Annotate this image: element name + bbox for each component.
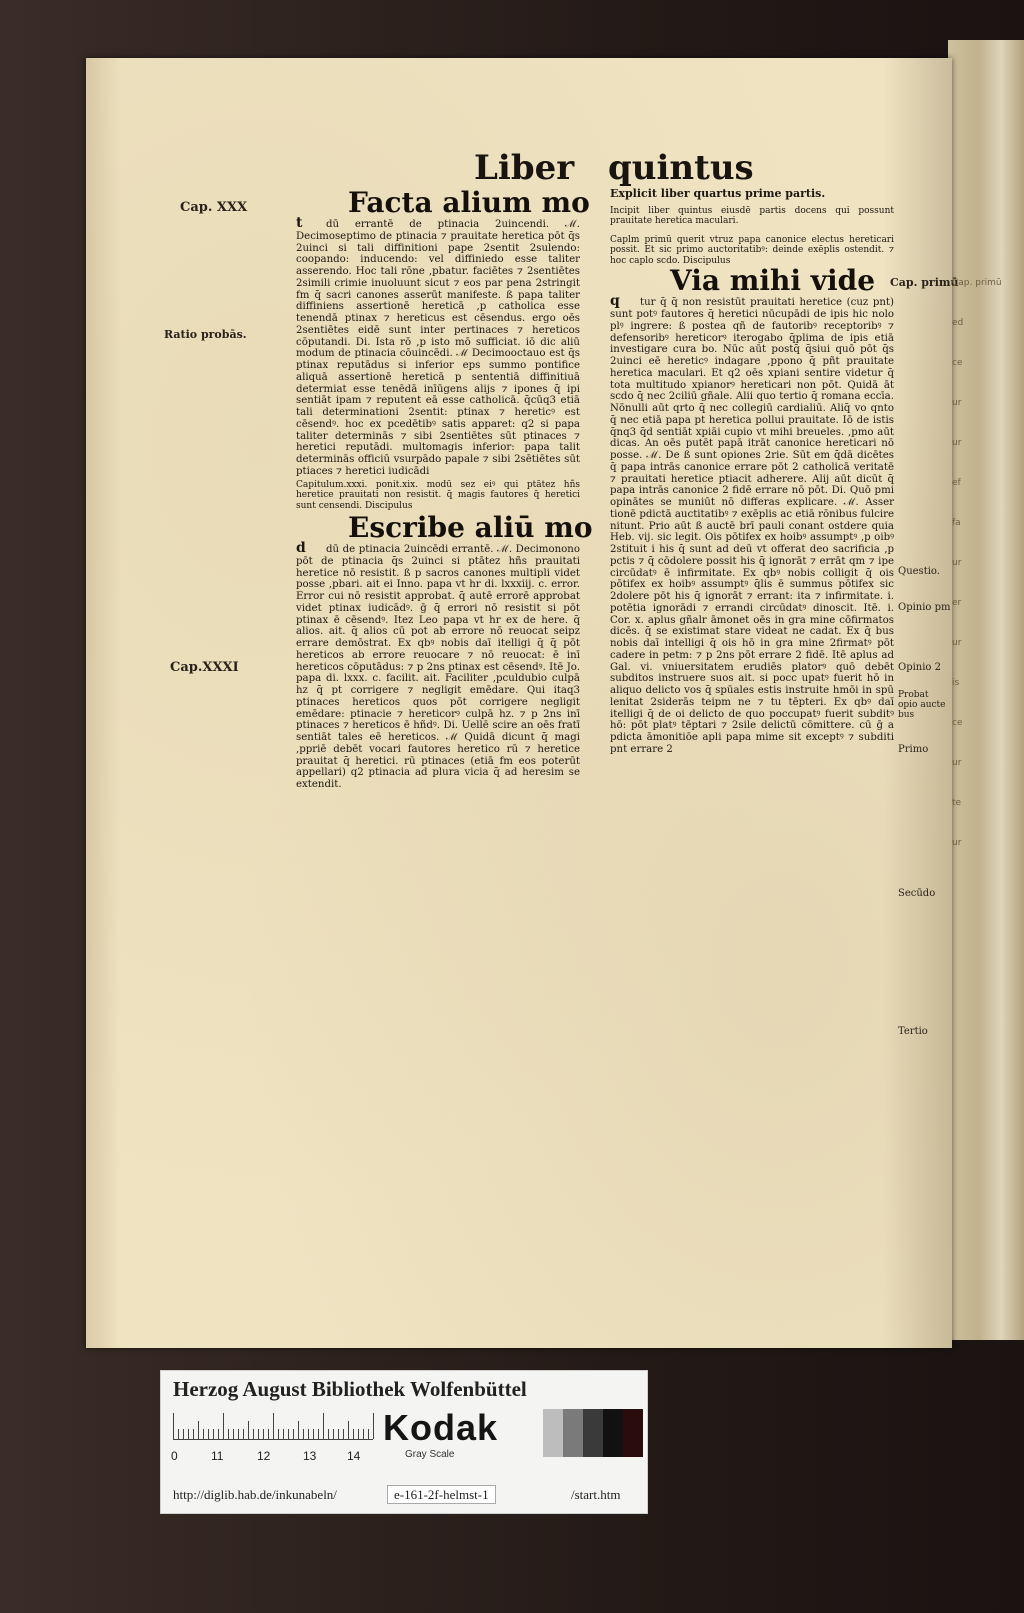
- ruler-tick: [263, 1429, 264, 1439]
- ruler-tick: [338, 1429, 339, 1439]
- ruler-number: 14: [347, 1449, 361, 1463]
- ruler-tick: [228, 1429, 229, 1439]
- text-chapter-1: tur q̄ q̄ non resistūt prauitati heretice (cuz pnt) sunt potꝰ fautores q̄ heretici nūcupādi de ipis hic nolo plꝰ ingrere: ß postea qñ de fautoribꝰ receptoribꝰ ⁊ defensoribꝰ hereticorꝰ iterogabo q̄plima de ipis etiā investigare cura bo. Nūc aūt postq̄ q̄siui quō pōt q̄s 2uinci eē hereticꝰ indagare ,ppono q̄ pñt prauitate heretica maculari. Et q2 oēs xpiani sentire videtur q̄ tota multitudo xpianorꝰ hereticari non pōt. Quidā āt scdo q̄ nec 2ciliū gñale. Alii quo tertio q̄ romana eccīa. Nōnulli aūt qrto q̄ nec collegiū cardialiū. Aliq̄ vo qnto q̄ nec etiā papa pt heretica pollui prauitate. Iō de istis q̄nq3 q̄d sentiāt xpiāi cupio vt mihi breueles. ,pmo aūt dicas. An oēs putēt papā itrāt canonice hereticari nō posse. ℳ. De ß sunt opiones 2rie. Sūt em q̄dā dicētes q̄ papa intrās canonice errare pōt 2 catholicā veritatē ⁊ prauitati heretice ptiacit adherere. Alij aūt dicūt q̄ papa intrās canonice 2 fidē errare nō pōt. Di. Quō pmi opinātes se muniūt nō differas explicare. ℳ. Asser tionē pdictā auctitatibꝰ ⁊ exēplis ac etiā rōnibus fulcire nitunt. Prio aūt ß auctē brī pauli conant ostdere quia Heb. vij. sic legit. Ois pōtifex ex hoibꝰ assumptꝰ ,p oibꝰ 2stituit i his q̄ sunt ad deū vt offerat deo sacrificia ,p pctis ⁊ q̄ cōdolere possit his q̄ ignorāt ⁊ errāt qm ⁊ ipe circūdatꝰ ē infirmitate. Ex qbꝰ nobis colligit q̄ ois pōtifex ex hoibꝰ assumptꝰ q̄lis ē summus pōtifex sic 2dolere pōt his q̄ ignorāt ⁊ errant: ita ⁊ infirmitate. i. potētia ignorādi ⁊ errandi circūdatꝰ dinoscit. Itē. i. Cor. x. aplus gñalr āmonet oēs in gra mine cōfirmatos dicēs. q̄ se existimat stare videat ne cadat. Ex q̄ bus nobis daī intelligi q̄ ois hō in gra mine 2firmatꝰ pōt cadere in petm: ⁊ p 2ns pōt errare 2 fidē. Itē aplus ad Gal. vi. vniuersitatem erudiēs platorꝰ quō debēt subditos instruere suos ait. si pocc upatꝰ fuerit hō in aliquo delicto vos q̄ spūales estis instruite hmōi in spū lenitat 2siderās teipm ne ⁊ tu tēpteri. Ex qbꝰ daī itelligi q̄ de oi delicto de quo poccupatꝰ fuerit subditꝰ hō: pōt platꝰ tēptari ⁊ 2sile delictū cōmittere. cū ḡ a pdicta āmonitiōe apli papa mime sit exceptꝰ ⁊ subditi pnt errare 2: [610, 297, 894, 755]
- margin-chapter-xxxi: Cap.XXXI: [170, 660, 239, 675]
- margin-cap-primum: Cap. primū: [890, 276, 959, 289]
- edge-fragment: te: [952, 798, 962, 808]
- ruler-tick: [283, 1429, 284, 1439]
- discipulus-label-right: Discipulus: [682, 255, 731, 266]
- ruler-tick: [273, 1413, 274, 1439]
- ruler-tick: [248, 1421, 249, 1439]
- ruler-tick: [243, 1429, 244, 1439]
- ruler-tick: [328, 1429, 329, 1439]
- edge-fragment: er: [952, 598, 962, 608]
- ruler-number: 0: [171, 1449, 178, 1463]
- edge-fragment: ce: [952, 718, 963, 728]
- running-head-right: quintus: [608, 148, 754, 188]
- ruler-tick: [193, 1429, 194, 1439]
- edge-fragment: ur: [952, 638, 962, 648]
- ruler-tick: [258, 1429, 259, 1439]
- chapter-intro-text: Caplm primū querit vtruz papa canonice electus hereticari possit. Et sic primo auctoritatibꝰ: deinde exēplis ostendit. ⁊ hoc caplo scdo.: [610, 234, 894, 266]
- edge-fragment: is: [952, 678, 960, 688]
- margin-chapter-xxx: Cap. XXX: [180, 200, 248, 215]
- ruler-tick: [188, 1429, 189, 1439]
- margin-probatur: Probat opio aucte bus: [898, 690, 946, 720]
- edge-fragment: fa: [952, 518, 961, 528]
- ruler-tick: [208, 1429, 209, 1439]
- margin-secundo: Secūdo: [898, 888, 936, 899]
- edge-fragment: ce: [952, 358, 963, 368]
- ruler-tick: [288, 1429, 289, 1439]
- gray-swatch: [623, 1409, 643, 1457]
- gray-swatch: [563, 1409, 583, 1457]
- left-column: [296, 186, 593, 791]
- gray-swatch: [603, 1409, 623, 1457]
- ruler-tick: [303, 1429, 304, 1439]
- margin-ratio-probans: Ratio probās.: [164, 328, 247, 341]
- ruler-tick: [213, 1429, 214, 1439]
- ruler-tick: [353, 1429, 354, 1439]
- paragraph-chapter-xxx: [296, 215, 580, 478]
- margin-questio: Questio.: [898, 566, 940, 577]
- chapter-intro: [610, 235, 894, 267]
- edge-fragment: ur: [952, 838, 962, 848]
- ruler-tick: [318, 1429, 319, 1439]
- text-chapter-xxxi: dū de ptinacia 2uincēdi errantē. ℳ. Decimonono pōt de ptinacia q̄s 2uinci si ptātez hñs prauitati heretice nō resistit. ß p sacros canones multipli videt posse ,pbari. ait ei Inno. papa vt hr di. lxxxiij. c. error. Error cui nō resistit approbat. q̄ autē errorē approbat videt ptinax iudicādꝰ. ḡ q̄ errori nō resistit si pōt ptinax ē cēsendꝰ. Itez Leo papa vt hr ex de here. q̄ alios. ait. q̄ alios cū pot ab errore nō reuocat seipz errare demōstrat. Ex qbꝰ nobis daī itelligi q̄ q̄ pōt hereticos ab errore reuocare ⁊ nō reuocat: ē inī hereticos cōputādus: ⁊ p 2ns ptinax est cēsendꝰ. Itē Jo. papa di. lxxx. c. facilit. ait. Faciliter ,pculdubio culpā hz q̄ pt corrigere ⁊ negligit emēdare. Qui itaq3 ptinaces hereticos quos pōt corrigere negligit emēdare: ptinacie ⁊ hereticorꝰ culpā hz. ⁊ p 2ns inī ptinaces ⁊ hereticos ē hñdꝰ. Di. Uellē scire an oēs fratī sentiāt tales eē hereticos. ℳ Quidā dicunt q̄ magi ,ppriē debēt vocari fautores heretico rū ⁊ heretice prauitat q̄ heretici. rū ptinaces (etiā fm eos poterūt appellari) q2 ptinacia ad plura vicia q̄ ad heresim se extendit.: [296, 544, 580, 790]
- guide-letter-q: q: [610, 293, 620, 310]
- running-head-left: Liber: [474, 148, 575, 188]
- heading-via-mihi: Via mihi vide: [670, 264, 876, 298]
- edge-fragment: ed: [952, 318, 964, 328]
- margin-opinio-prima: Opinio pm: [898, 602, 951, 613]
- ruler-tick: [253, 1429, 254, 1439]
- ruler-tick: [183, 1429, 184, 1439]
- ruler-tick: [298, 1421, 299, 1439]
- margin-opinio-secunda: Opinio 2: [898, 662, 941, 673]
- explicit-line: Explicit liber quartus prime partis.: [610, 187, 826, 200]
- gray-swatches: [543, 1409, 643, 1457]
- right-column: [610, 188, 894, 756]
- edge-fragment: ur: [952, 758, 962, 768]
- margin-primo: Primo: [898, 744, 929, 755]
- edge-fragment: ur: [952, 438, 962, 448]
- ruler-tick: [203, 1429, 204, 1439]
- paragraph-chapter-xxxi: [296, 540, 580, 791]
- gray-swatch: [583, 1409, 603, 1457]
- ruler-tick: [233, 1429, 234, 1439]
- library-name: Herzog August Bibliothek Wolfenbüttel: [173, 1377, 527, 1401]
- heading-escribe-aliu: Escribe aliū mo: [348, 511, 593, 544]
- heading-facta-alium: Facta alium mo: [348, 186, 590, 219]
- ruler-tick: [268, 1429, 269, 1439]
- kodak-logo: Kodak: [383, 1407, 499, 1448]
- gray-swatch: [543, 1409, 563, 1457]
- incipit-line: Incipit liber quintus eiusdē partis docens qui possunt prauitate heretica maculari.: [610, 205, 894, 227]
- ruler-tick: [363, 1429, 364, 1439]
- ruler-tick: [348, 1421, 349, 1439]
- gray-scale-caption: Gray Scale: [405, 1449, 455, 1460]
- next-page-edge: [948, 40, 1024, 1340]
- edge-fragment: ef: [952, 478, 961, 488]
- ruler-number: 13: [303, 1449, 317, 1463]
- ruler-number: 11: [211, 1449, 224, 1463]
- ruler-tick: [333, 1429, 334, 1439]
- ruler-tick: [343, 1429, 344, 1439]
- edge-fragment: ur: [952, 398, 962, 408]
- chapter-xxxi-note: [296, 480, 580, 512]
- text-chapter-xxx: dū errantē de ptinacia 2uincendi. ℳ. Decimoseptimo de ptinacia ⁊ prauitate heretica pōt q̄s 2uinci si tali diffinitioni pape 2sentit 2sulendo: coopando: inducendo: vel diffiniedo esse taliter asserendo. Hoc tali rōne ,pbatur. faciētes ⁊ 2sentiētes 2simili crimie inuoluunt sicut ⁊ eos par pena 2stringit fm q̄ sacri canones asserūt manifeste. ß papa taliter diffiniens assertionē hereticā ,p catholica esse tenendā ptinax ⁊ hereticus est cēsendus. ergo oēs 2sentiētes eidē sunt inter pertinaces ⁊ hereticos cōputandi. Di. Ista rō ,p isto mō sufficiat. iō dic aliū modum de ptinacia cōuincēdi. ℳ Decimooctauo est q̄s ptinax reputādus si inferior eps summo pontifice aliquā assertionē hereticā p sententiā diffinitiuā determiat esse tenēdā inīūgens alijs ⁊ ipones q̄ ipi sentiāt ipam ⁊ reputent eā esse catholicā. q̄cūq3 etiā tali determinationi 2sentit: ptinax ⁊ hereticꝰ est cēsendꝰ. hoc ex pcedētibꝰ satis apparet: q2 si papa taliter determinās ⁊ sibi 2sentiētes sūt ptinaces ⁊ heretici reputādi. multomagis inferior: papa talit determinās officiū vsurpādo papale ⁊ sibi 2sētiētes sūt ptiaces ⁊ heretici iudicādi: [296, 219, 580, 477]
- ruler-tick: [198, 1421, 199, 1439]
- library-scan-label: [160, 1370, 648, 1514]
- guide-letter-d: d: [296, 540, 306, 556]
- paragraph-chapter-1: [610, 293, 894, 755]
- ruler-tick: [368, 1429, 369, 1439]
- guide-letter-t: t: [296, 215, 303, 231]
- url-id-box[interactable]: [387, 1487, 496, 1503]
- ruler-tick: [308, 1429, 309, 1439]
- margin-tertio: Tertio: [898, 1026, 928, 1037]
- ruler-tick: [238, 1429, 239, 1439]
- ruler-tick: [323, 1413, 324, 1439]
- url-id[interactable]: e-161-2f-helmst-1: [387, 1485, 496, 1504]
- url-base[interactable]: http://diglib.hab.de/inkunabeln/: [173, 1487, 337, 1502]
- ruler-tick: [358, 1429, 359, 1439]
- edge-fragment: ur: [952, 558, 962, 568]
- url-tail[interactable]: /start.htm: [571, 1487, 621, 1502]
- ruler-number: 12: [257, 1449, 271, 1463]
- discipulus-label: Discipulus: [364, 500, 413, 511]
- ruler-tick: [293, 1429, 294, 1439]
- ruler-tick: [178, 1429, 179, 1439]
- edge-fragment: Cap. primū: [952, 278, 1002, 288]
- ruler-tick: [313, 1429, 314, 1439]
- ruler-tick: [173, 1413, 174, 1439]
- ruler-tick: [218, 1429, 219, 1439]
- scale-ruler: [173, 1411, 373, 1440]
- ruler-tick: [278, 1429, 279, 1439]
- ruler-tick: [223, 1413, 224, 1439]
- ruler-tick: [373, 1413, 374, 1439]
- chapter-xxxi-summary: Capitulum.xxxi. ponit.xix. modū sez eiꝰ qui ptātez hñs heretice prauitati non resistit. q̄ magis fautores q̄ heretici sunt censendi.: [296, 479, 580, 511]
